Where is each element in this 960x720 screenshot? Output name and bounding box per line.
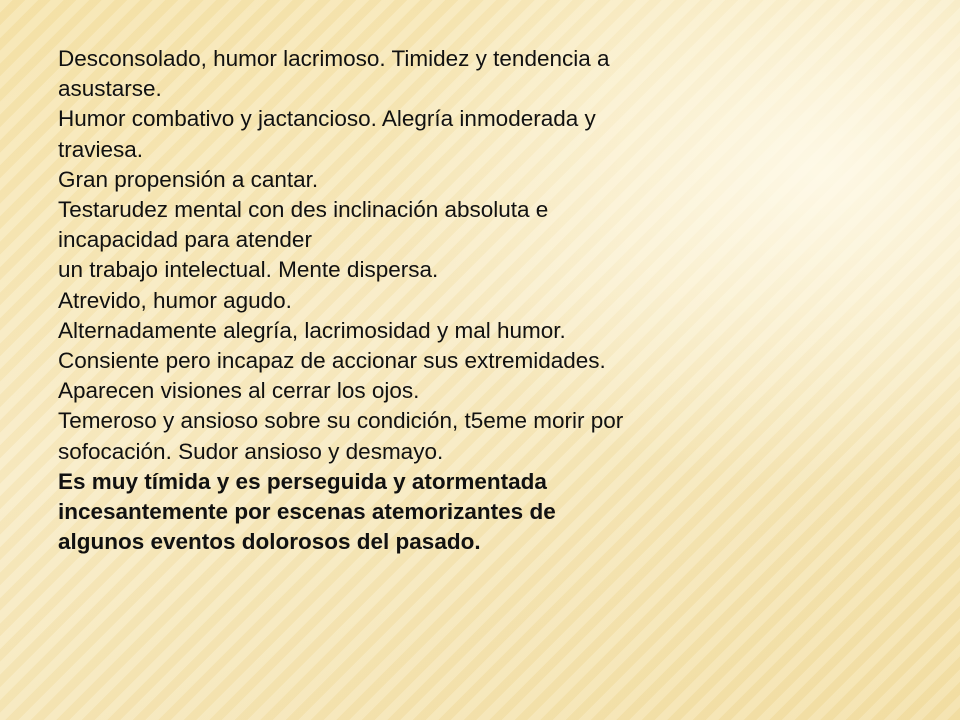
- text-line-bold: incesantemente por escenas atemorizantes de: [58, 499, 556, 525]
- text-line: Desconsolado, humor lacrimoso. Timidez y tendencia a: [58, 46, 610, 71]
- slide-text-block: [58, 44, 928, 557]
- text-line: Atrevido, humor agudo.: [58, 287, 292, 313]
- text-line-bold: Es muy tímida y es perseguida y atormentada: [58, 468, 547, 494]
- text-line: asustarse.: [58, 76, 162, 102]
- text-line: traviesa.: [58, 136, 144, 162]
- text-line: un trabajo intelectual. Mente dispersa.: [58, 257, 439, 283]
- text-line: Gran propensión a cantar.: [58, 166, 319, 192]
- text-line: Humor combativo y jactancioso. Alegría inmoderada y: [58, 106, 596, 132]
- text-line: Temeroso y ansioso sobre su condición, t5eme morir por: [58, 408, 624, 434]
- text-line: Testarudez mental con des inclinación absoluta e: [58, 197, 549, 223]
- text-line: sofocación. Sudor ansioso y desmayo.: [58, 438, 444, 464]
- text-line: Aparecen visiones al cerrar los ojos.: [58, 378, 420, 404]
- text-line-bold: algunos eventos dolorosos del pasado.: [58, 529, 481, 555]
- text-line: Alternadamente alegría, lacrimosidad y mal humor.: [58, 317, 566, 343]
- text-line: incapacidad para atender: [58, 227, 312, 253]
- text-line: Consiente pero incapaz de accionar sus extremidades.: [58, 348, 606, 374]
